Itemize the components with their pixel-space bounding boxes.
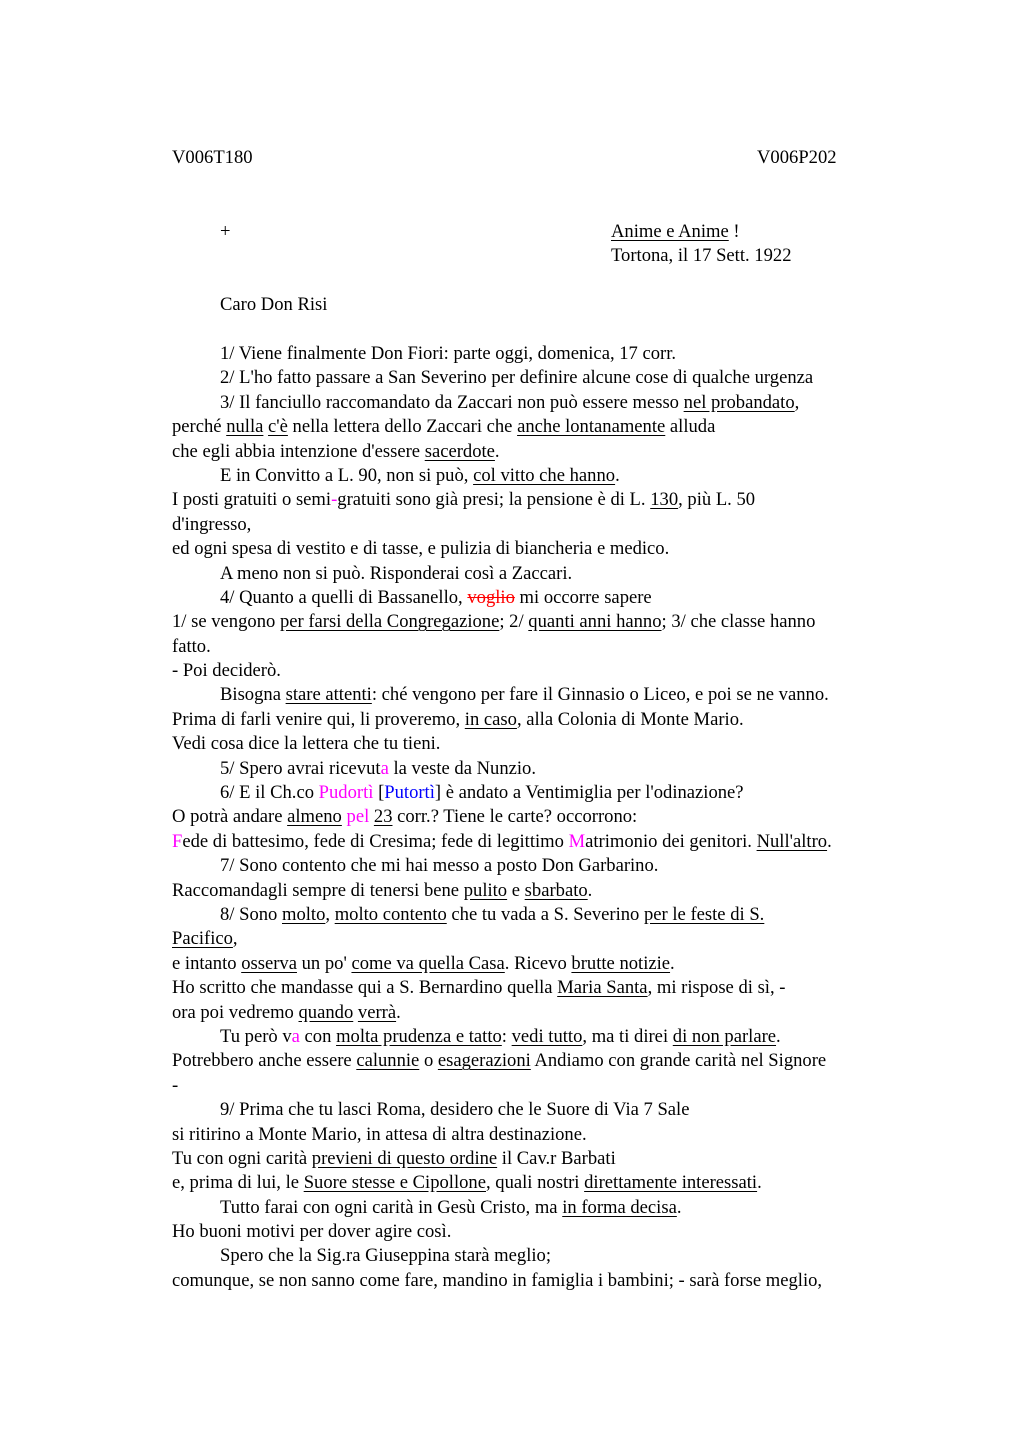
text-segment: Tutto farai con ogni carità in Gesù Cristo, ma [220,1196,563,1218]
underlined-text: 23 [373,806,393,828]
text-segment: . [676,1196,682,1218]
motto [611,220,740,244]
text-segment: [ [373,782,385,804]
text-line [172,415,912,439]
text-line [172,1001,912,1025]
text-line [172,976,912,1000]
annotated-text: a [380,757,389,779]
motto-suffix: ! [728,221,740,242]
text-segment: 7/ Sono contento che mi hai messo a posto Don Garbarino. [220,855,659,877]
text-segment: 3/ Il fanciullo raccomandato da Zaccari non può essere messo [220,391,684,413]
underlined-text: in caso [464,708,517,730]
text-segment: : [501,1025,512,1047]
place-date: Tortona, il 17 Sett. 1922 [611,245,792,266]
text-line [172,1244,912,1268]
text-line [172,1025,912,1049]
text-segment: ; 3/ che classe hanno [661,611,816,633]
text-segment: 9/ Prima che tu lasci Roma, desidero che le Suore di Via 7 Sale [220,1099,690,1121]
salutation: Caro Don Risi [220,294,328,315]
text-line [172,391,912,415]
text-segment: che tu vada a S. Severino [446,903,644,925]
underlined-text: nulla [226,416,264,438]
letter-body [172,342,912,1293]
annotated-text: a [291,1025,300,1047]
text-line [172,1147,912,1171]
annotated-text: pel [346,806,370,828]
text-line [172,830,912,854]
text-line [172,1171,912,1195]
underlined-text: almeno [287,806,342,828]
text-segment: fatto. [172,635,211,657]
text-line [172,1123,912,1147]
text-segment: perché [172,416,227,438]
text-segment: ed ogni spesa di vestito e di tasse, e pulizia di biancheria e medico. [172,538,670,560]
text-segment: ora poi vedremo [172,1001,299,1023]
text-line [172,440,912,464]
annotated-text: F [172,830,183,852]
underlined-text: osserva [241,952,297,974]
text-segment: A meno non si può. Risponderai così a Zaccari. [220,562,573,584]
text-segment: mi occorre sapere [514,586,652,608]
text-line [172,635,912,659]
text-segment: 8/ Sono [220,903,282,925]
text-segment: Spero che la Sig.ra Giuseppina starà meglio; [220,1245,551,1267]
text-segment: Ho buoni motivi per dover agire così. [172,1221,452,1243]
underlined-text: verrà [357,1001,397,1023]
underlined-text: direttamente interessati [584,1172,758,1194]
text-segment: , [794,391,800,413]
underlined-text: anche lontanamente [517,416,666,438]
text-segment: , mi rispose di sì, - [647,977,786,999]
text-segment: ; 2/ [499,611,529,633]
annotated-text: M [568,830,586,852]
text-line [172,1196,912,1220]
text-segment: un po' [296,952,352,974]
underlined-text: quando [298,1001,354,1023]
text-segment: . [757,1172,762,1194]
text-line [172,1220,912,1244]
text-segment: E in Convitto a L. 90, non si può, [220,464,474,486]
text-line [172,1098,912,1122]
underlined-text: come va quella Casa [351,952,505,974]
underlined-text: Maria Santa [557,977,648,999]
text-line [172,854,912,878]
annotated-text: Putortì [384,782,435,804]
text-line [172,708,912,732]
document-code-right: V006P202 [757,147,837,168]
underlined-text: 130 [650,489,679,511]
text-segment: ede di battesimo, fede di Cresima; fede di legittimo [182,830,569,852]
underlined-text: brutte notizie [571,952,671,974]
underlined-text: previeni di questo ordine [311,1147,498,1169]
text-segment: gratuiti sono già presi; la pensione è di L. [337,489,651,511]
underlined-text: stare attenti [285,684,372,706]
text-segment: il Cav.r Barbati [497,1147,616,1169]
text-line [172,488,912,512]
text-segment: Tu con ogni carità [172,1147,312,1169]
text-segment: 1/ Viene finalmente Don Fiori: parte oggi, domenica, 17 corr. [220,343,677,364]
text-line [172,1049,912,1073]
underlined-text: Suore stesse e Cipollone [303,1172,486,1194]
underlined-text: in forma decisa [562,1196,677,1218]
underlined-text: vedi tutto [511,1025,583,1047]
text-segment: Ho scritto che mandasse qui a S. Bernardino quella [172,977,558,999]
text-line [172,805,912,829]
text-segment: Vedi cosa dice la lettera che tu tieni. [172,733,441,755]
text-segment: d'ingresso, [172,513,252,535]
annotated-text: Pudortì [318,782,374,804]
underlined-text: nel probandato [683,391,795,413]
text-segment: . [587,879,593,901]
text-segment: Raccomandagli sempre di tenersi bene [172,879,464,901]
text-segment: , più L. 50 [678,489,756,511]
underlined-text: molta prudenza e tatto [336,1025,502,1047]
document-code-left: V006T180 [172,147,253,168]
underlined-text: col vitto che hanno [473,464,616,486]
text-segment: : ché vengono per fare il Ginnasio o Liceo, e poi se ne vanno. [371,684,829,706]
cross-mark: + [220,221,231,242]
text-segment: , [325,903,335,925]
underlined-text: Pacifico [172,928,233,950]
text-line [172,732,912,756]
text-line [172,1269,912,1293]
text-segment: o [419,1050,438,1072]
text-segment: 6/ E il Ch.co [220,782,319,804]
text-line [172,683,912,707]
text-segment: 4/ Quanto a quelli di Bassanello, [220,586,468,608]
text-segment: nella lettera dello Zaccari che [287,416,518,438]
text-segment: , [232,928,238,950]
text-segment: I posti gratuiti o semi [172,489,332,511]
text-segment: O potrà andare [172,806,288,828]
underlined-text: pulito [463,879,508,901]
text-segment: atrimonio dei genitori. [585,830,757,852]
underlined-text: sacerdote [424,440,495,462]
text-segment: e [507,879,525,901]
text-line [172,610,912,634]
text-segment: la veste da Nunzio. [388,757,536,779]
underlined-text: c'è [268,416,288,438]
text-segment: che egli abbia intenzione d'essere [172,440,425,462]
underlined-text: esagerazioni [437,1050,531,1072]
text-segment: . [776,1025,781,1047]
text-line [172,781,912,805]
text-segment: , quali nostri [485,1172,585,1194]
text-line [172,757,912,781]
text-line [172,952,912,976]
text-line [172,1074,912,1098]
underlined-text: Null'altro [756,830,828,852]
text-segment: corr.? Tiene le carte? occorrono: [392,806,638,828]
text-segment: ] è andato a Ventimiglia per l'odinazione? [434,782,744,804]
text-segment: si ritirino a Monte Mario, in attesa di altra destinazione. [172,1123,587,1145]
text-segment: Potrebbero anche essere [172,1050,357,1072]
text-segment: - Poi deciderò. [172,660,281,682]
text-segment: , alla Colonia di Monte Mario. [516,708,744,730]
text-line [172,342,912,366]
text-segment: Andiamo con grande carità nel Signore [530,1050,827,1072]
text-line [172,903,912,927]
underlined-text: molto contento [334,903,447,925]
text-segment: e intanto [172,952,242,974]
text-segment: alluda [665,416,716,438]
text-line [172,513,912,537]
struck-text: voglio [467,586,515,608]
text-segment: . [494,440,500,462]
text-line [172,659,912,683]
text-line [172,562,912,586]
text-line [172,464,912,488]
underlined-text: di non parlare [672,1025,777,1047]
underlined-text: calunnie [356,1050,420,1072]
text-line [172,366,912,390]
text-segment: Bisogna [220,684,286,706]
text-segment: - [172,1074,179,1096]
underlined-text: molto [282,903,326,925]
text-line [172,879,912,903]
underlined-text: sbarbato [524,879,588,901]
text-segment: . [670,952,675,974]
text-segment: 1/ se vengono [172,611,280,633]
text-segment: comunque, se non sanno come fare, mandino in famiglia i bambini; - sarà forse meglio, [172,1269,823,1291]
text-segment: Tu però v [220,1025,292,1047]
text-segment: Prima di farli venire qui, li proveremo, [172,708,465,730]
text-line [172,927,912,951]
text-segment: con [299,1025,337,1047]
underlined-text: quanti anni hanno [528,611,662,633]
text-segment: . [827,830,832,852]
annotated-text: - [331,489,338,511]
underlined-text: per le feste di S. [644,903,765,925]
text-segment: e, prima di lui, le [172,1172,304,1194]
text-segment: . [396,1001,401,1023]
text-segment: 2/ L'ho fatto passare a San Severino per definire alcune cose di qualche urgenza [220,367,814,389]
text-segment: . Ricevo [504,952,572,974]
text-line [172,586,912,610]
motto-text: Anime e Anime [611,221,729,242]
text-segment: 5/ Spero avrai ricevut [220,757,381,779]
text-segment: , ma ti direi [582,1025,673,1047]
underlined-text: per farsi della Congregazione [279,611,500,633]
text-line [172,537,912,561]
text-segment: . [615,464,620,486]
